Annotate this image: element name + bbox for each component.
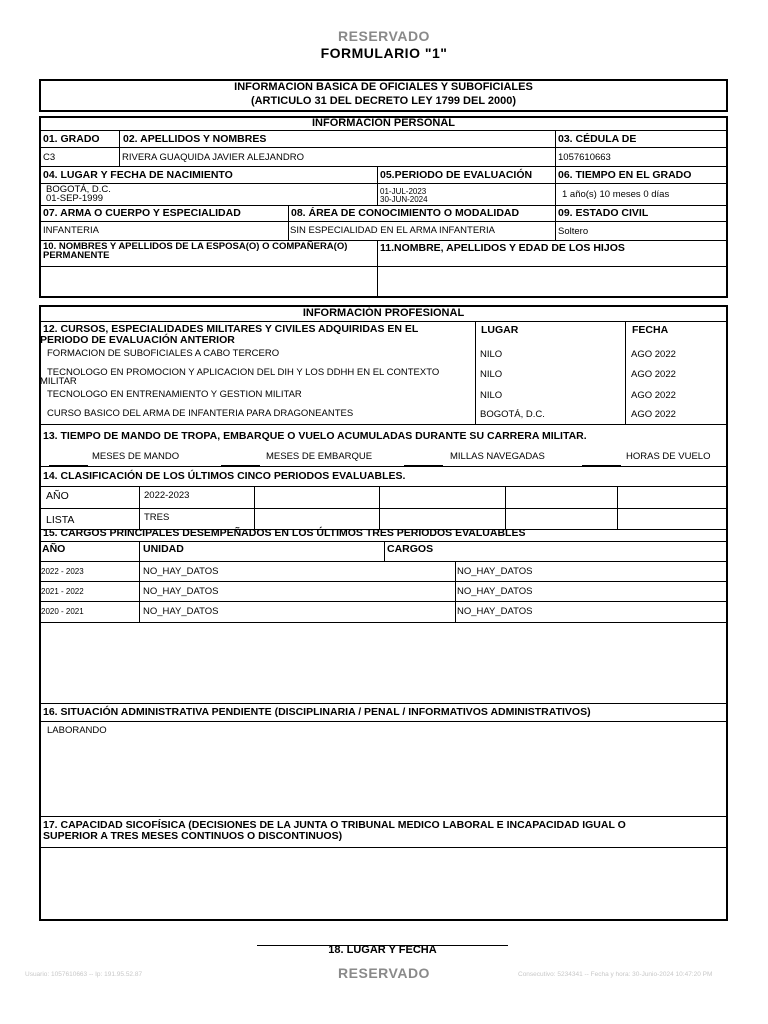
tiempo-label: 06. TIEMPO EN EL GRADO xyxy=(558,169,692,181)
tiempo-value: 1 año(s) 10 meses 0 días xyxy=(562,189,670,200)
cargo-unidad: NO_HAY_DATOS xyxy=(143,606,219,617)
reservado-footer: RESERVADO xyxy=(338,965,430,981)
cargo-anio: 2020 - 2021 xyxy=(41,607,84,616)
cargo-unidad: NO_HAY_DATOS xyxy=(143,586,219,597)
basic-info-title-1: INFORMACION BASICA DE OFICIALES Y SUBOFICIALES xyxy=(234,81,533,93)
cargos-unidad-header: UNIDAD xyxy=(143,543,184,555)
periodo-fin: 30-JUN-2024 xyxy=(380,195,428,204)
millas-label: MILLAS NAVEGADAS xyxy=(450,451,545,462)
professional-section-title: INFORMACIÓN PROFESIONAL xyxy=(302,307,465,319)
cargo-nombre: NO_HAY_DATOS xyxy=(457,566,533,577)
arma-value: INFANTERIA xyxy=(43,225,99,236)
meses-embarque-label: MESES DE EMBARQUE xyxy=(266,451,373,462)
curso-nombre: TECNOLOGO EN ENTRENAMIENTO Y GESTION MILITAR xyxy=(47,389,302,400)
clasif-anio-label: AÑO xyxy=(46,490,69,502)
grado-value: C3 xyxy=(43,152,56,163)
cargos-cargos-header: CARGOS xyxy=(387,543,434,555)
fecha-label: FECHA xyxy=(632,324,669,336)
situacion-label: 16. SITUACIÓN ADMINISTRATIVA PENDIENTE (DISCIPLINARIA / PENAL / INFORMATIVOS ADMINISTRATIVOS) xyxy=(43,706,591,718)
area-value: SIN ESPECIALIDAD EN EL ARMA INFANTERIA xyxy=(290,225,496,236)
civil-label: 09. ESTADO CIVIL xyxy=(558,207,649,219)
lugar-label: LUGAR xyxy=(481,324,519,336)
basic-info-title-2: (ARTICULO 31 DEL DECRETO LEY 1799 DEL 2000) xyxy=(250,95,517,107)
curso-fecha: AGO 2022 xyxy=(631,369,676,380)
curso-nombre: TECNOLOGO EN PROMOCION Y APLICACION DEL DIH Y LOS DDHH EN EL CONTEXTO xyxy=(47,367,440,378)
arma-label: 07. ARMA O CUERPO Y ESPECIALIDAD xyxy=(43,207,241,219)
cargo-unidad: NO_HAY_DATOS xyxy=(143,566,219,577)
curso-nombre: CURSO BASICO DEL ARMA DE INFANTERIA PARA DRAGONEANTES xyxy=(47,408,354,419)
situacion-value: LABORANDO xyxy=(47,725,107,736)
area-label: 08. ÁREA DE CONOCIMIENTO O MODALIDAD xyxy=(291,207,520,219)
curso-nombre-cont: MILITAR xyxy=(40,376,77,387)
form-title: FORMULARIO "1" xyxy=(320,45,448,61)
nacimiento-label: 04. LUGAR Y FECHA DE NACIMIENTO xyxy=(43,169,233,181)
nombres-value: RIVERA GUAQUIDA JAVIER ALEJANDRO xyxy=(122,152,304,163)
esposa-label-2: PERMANENTE xyxy=(43,250,110,261)
horas-vuelo-label: HORAS DE VUELO xyxy=(626,451,711,462)
esposa-label-1: 10. NOMBRES Y APELLIDOS DE LA ESPOSA(O) O COMPAÑERA(O) xyxy=(43,241,348,252)
cursos-label-1: 12. CURSOS, ESPECIALIDADES MILITARES Y CIVILES ADQUIRIDAS EN EL xyxy=(43,323,419,335)
cargos-label: 15. CARGOS PRINCIPALES DESEMPEÑADOS EN LOS ÚLTIMOS TRES PERIODOS EVALUABLES xyxy=(43,527,526,539)
curso-lugar: BOGOTÁ, D.C. xyxy=(480,409,545,420)
cargo-anio: 2021 - 2022 xyxy=(41,587,84,596)
usuario-footer: Usuario: 1057610663 -- Ip: 191.95.52.87 xyxy=(25,971,143,978)
periodo-label: 05.PERIODO DE EVALUACIÓN xyxy=(380,169,533,181)
curso-lugar: NILO xyxy=(480,349,503,360)
capacidad-label-1: 17. CAPACIDAD SICOFÍSICA (DECISIONES DE LA JUNTA O TRIBUNAL MEDICO LABORAL E INCAPACIDAD IGUAL O xyxy=(43,819,626,831)
civil-value: Soltero xyxy=(558,226,589,237)
consecutivo-footer: Consecutivo: 5234341 -- Fecha y hora: 30-Junio-2024 10:47:20 PM xyxy=(518,971,713,978)
cargo-nombre: NO_HAY_DATOS xyxy=(457,586,533,597)
curso-fecha: AGO 2022 xyxy=(631,390,676,401)
cedula-value: 1057610663 xyxy=(558,152,611,163)
meses-mando-label: MESES DE MANDO xyxy=(92,451,180,462)
lugar-fecha-label: 18. LUGAR Y FECHA xyxy=(328,944,437,956)
clasif-anio-value: 2022-2023 xyxy=(144,490,190,501)
clasif-label: 14. CLASIFICACIÓN DE LOS ÚLTIMOS CINCO PERIODOS EVALUABLES. xyxy=(43,470,406,482)
mando-label: 13. TIEMPO DE MANDO DE TROPA, EMBARQUE O VUELO ACUMULADAS DURANTE SU CARRERA MILITAR. xyxy=(43,430,587,442)
cargo-nombre: NO_HAY_DATOS xyxy=(457,606,533,617)
nombres-label: 02. APELLIDOS Y NOMBRES xyxy=(123,133,267,145)
curso-lugar: NILO xyxy=(480,390,503,401)
periodo-inicio: 01-JUL-2023 xyxy=(380,187,427,196)
cedula-label: 03. CÉDULA DE xyxy=(558,133,637,145)
clasif-lista-label: LISTA xyxy=(46,514,75,526)
clasif-lista-value: TRES xyxy=(144,512,170,523)
cargos-anio-header: AÑO xyxy=(42,543,66,555)
nacimiento-lugar: BOGOTÁ, D.C. xyxy=(46,184,111,195)
personal-section-title: INFORMACION PERSONAL xyxy=(312,117,455,129)
nacimiento-fecha: 01-SEP-1999 xyxy=(46,193,104,204)
curso-fecha: AGO 2022 xyxy=(631,349,676,360)
reservado-header: RESERVADO xyxy=(338,28,430,44)
curso-lugar: NILO xyxy=(480,369,503,380)
capacidad-label-2: SUPERIOR A TRES MESES CONTINUOS O DISCONTINUOS) xyxy=(43,830,343,842)
curso-fecha: AGO 2022 xyxy=(631,409,676,420)
curso-nombre: FORMACION DE SUBOFICIALES A CABO TERCERO xyxy=(47,348,280,359)
hijos-label: 11.NOMBRE, APELLIDOS Y EDAD DE LOS HIJOS xyxy=(380,242,625,254)
cursos-label-2: PERIODO DE EVALUACIÓN ANTERIOR xyxy=(40,334,235,346)
grado-label: 01. GRADO xyxy=(43,133,100,145)
cargo-anio: 2022 - 2023 xyxy=(41,567,84,576)
